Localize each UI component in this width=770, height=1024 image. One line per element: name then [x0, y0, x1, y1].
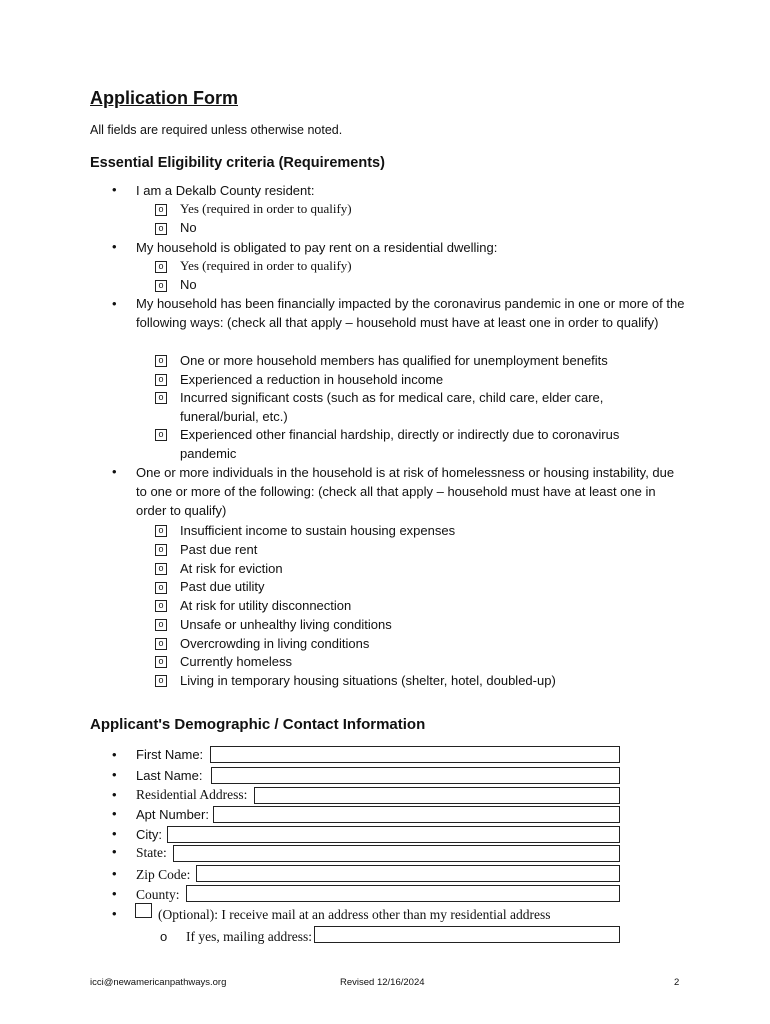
- risk-checkbox[interactable]: [155, 638, 167, 650]
- impact-label: Incurred significant costs (such as for medical care, child care, elder care, funeral/burial, etc.): [180, 390, 604, 424]
- bullet: •: [112, 767, 117, 782]
- impact-label: Experienced other financial hardship, directly or indirectly due to coronavirus pandemic: [180, 427, 620, 461]
- zip-label: Zip Code:: [136, 867, 191, 882]
- bullet: •: [112, 806, 117, 821]
- risk-label: Overcrowding in living conditions: [180, 636, 370, 651]
- risk-checkbox[interactable]: [155, 600, 167, 612]
- city-label: City:: [136, 827, 162, 842]
- bullet: •: [112, 296, 117, 311]
- q2-yes-label: Yes (required in order to qualify): [180, 258, 352, 273]
- q2-no-label: No: [180, 277, 197, 292]
- risk-checkbox[interactable]: [155, 656, 167, 668]
- mailing-address-checkbox[interactable]: [135, 903, 152, 918]
- sub-bullet: o: [160, 929, 168, 944]
- eligibility-heading: Essential Eligibility criteria (Requirements): [90, 155, 385, 171]
- q1-no-label: No: [180, 220, 197, 235]
- impact-label: One or more household members has qualified for unemployment benefits: [180, 353, 608, 368]
- risk-label: Unsafe or unhealthy living conditions: [180, 617, 392, 632]
- state-input[interactable]: [173, 845, 620, 862]
- impact-checkbox[interactable]: [155, 355, 167, 367]
- bullet: •: [112, 906, 117, 921]
- bullet: •: [112, 787, 117, 802]
- county-input[interactable]: [186, 885, 620, 902]
- q4-text: One or more individuals in the household is at risk of homelessness or housing instability, due to one or more of the following: (check all that apply – household must have at least one in order to qualify): [136, 465, 675, 518]
- apt-label: Apt Number:: [136, 807, 209, 822]
- county-label: County:: [136, 887, 180, 902]
- risk-checkbox[interactable]: [155, 675, 167, 687]
- risk-checkbox[interactable]: [155, 544, 167, 556]
- impact-checkbox[interactable]: [155, 374, 167, 386]
- q1-text: I am a Dekalb County resident:: [136, 183, 315, 198]
- bullet: •: [112, 182, 117, 197]
- last-name-input[interactable]: [211, 767, 620, 784]
- last-name-label: Last Name:: [136, 768, 203, 783]
- state-label: State:: [136, 845, 167, 860]
- page-title: Application Form: [90, 88, 238, 108]
- risk-checkbox[interactable]: [155, 563, 167, 575]
- risk-label: At risk for utility disconnection: [180, 598, 352, 613]
- first-name-label: First Name:: [136, 747, 204, 762]
- risk-checkbox[interactable]: [155, 582, 167, 594]
- bullet: •: [112, 826, 117, 841]
- bullet: •: [112, 844, 117, 859]
- risk-label: Currently homeless: [180, 654, 292, 669]
- bullet: •: [112, 866, 117, 881]
- risk-label: At risk for eviction: [180, 561, 283, 576]
- mailing-label: If yes, mailing address:: [186, 929, 312, 944]
- risk-checkbox[interactable]: [155, 619, 167, 631]
- q1-yes-checkbox[interactable]: [155, 204, 167, 216]
- q3-text: My household has been financially impacted by the coronavirus pandemic in one or more of the following ways: (check all that apply – household must have at least one in order to qualify): [136, 296, 685, 330]
- bullet: •: [112, 464, 117, 479]
- q1-yes-label: Yes (required in order to qualify): [180, 201, 352, 216]
- address-label: Residential Address:: [136, 787, 248, 802]
- impact-label: Experienced a reduction in household income: [180, 372, 444, 387]
- address-input[interactable]: [254, 787, 620, 804]
- impact-checkbox[interactable]: [155, 392, 167, 404]
- risk-checkbox[interactable]: [155, 525, 167, 537]
- bullet: •: [112, 239, 117, 254]
- optional-mail-label: (Optional): I receive mail at an address other than my residential address: [158, 907, 551, 922]
- contact-heading: Applicant's Demographic / Contact Information: [90, 716, 426, 733]
- zip-input[interactable]: [196, 865, 620, 882]
- bullet: •: [112, 747, 117, 762]
- required-note: All fields are required unless otherwise noted.: [90, 123, 343, 137]
- apt-input[interactable]: [213, 806, 620, 823]
- bullet: •: [112, 886, 117, 901]
- mailing-address-input[interactable]: [314, 926, 620, 943]
- q1-no-checkbox[interactable]: [155, 223, 167, 235]
- footer-email: icci@newamericanpathways.org: [90, 977, 227, 988]
- q2-no-checkbox[interactable]: [155, 280, 167, 292]
- city-input[interactable]: [167, 826, 620, 843]
- impact-checkbox[interactable]: [155, 429, 167, 441]
- q2-yes-checkbox[interactable]: [155, 261, 167, 273]
- page-number: 2: [674, 977, 680, 988]
- risk-label: Living in temporary housing situations (shelter, hotel, doubled-up): [180, 673, 556, 688]
- footer-revised: Revised 12/16/2024: [340, 977, 425, 988]
- q2-text: My household is obligated to pay rent on a residential dwelling:: [136, 240, 498, 255]
- risk-label: Insufficient income to sustain housing expenses: [180, 523, 456, 538]
- risk-label: Past due rent: [180, 542, 258, 557]
- first-name-input[interactable]: [210, 746, 620, 763]
- risk-label: Past due utility: [180, 579, 265, 594]
